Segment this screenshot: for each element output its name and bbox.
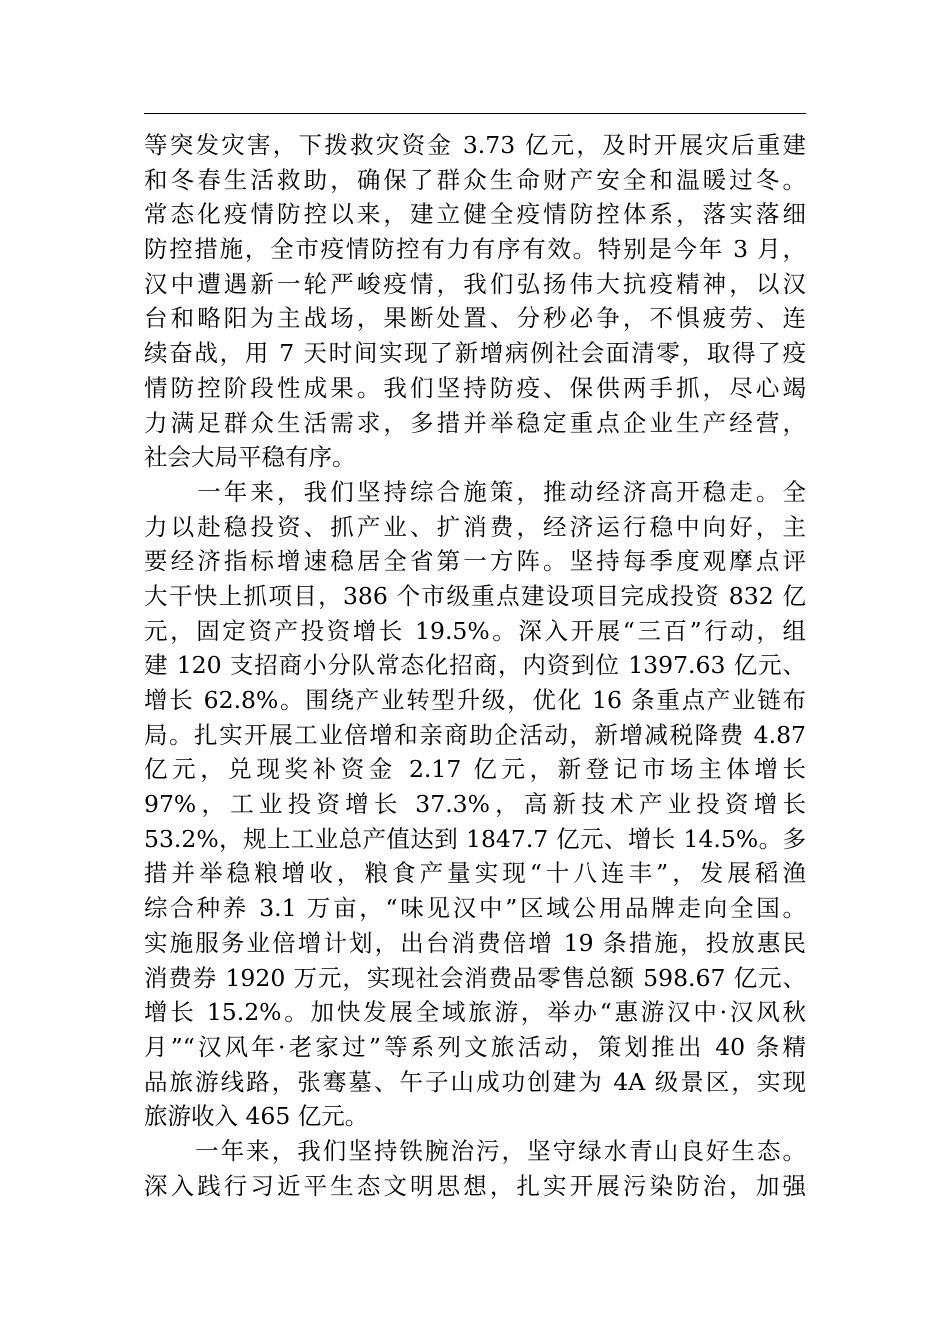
text-line: 防控措施，全市疫情防控有力有序有效。特别是今年 3 月， <box>144 235 806 264</box>
text-line: 消费券 1920 万元，实现社会消费品零售总额 598.67 亿元、 <box>144 963 806 992</box>
text-line: 亿元，兑现奖补资金 2.17 亿元，新登记市场主体增长 <box>144 755 806 784</box>
text-line: 要经济指标增速稳居全省第一方阵。坚持每季度观摩点评 <box>144 547 806 576</box>
text-line: 一年来，我们坚持综合施策，推动经济高开稳走。全 <box>144 477 806 506</box>
text-line: 增长 62.8%。围绕产业转型升级，优化 16 条重点产业链布 <box>144 686 806 714</box>
text-line: 综合种养 3.1 万亩，“味见汉中”区域公用品牌走向全国。 <box>144 894 806 923</box>
text-line: 汉中遭遇新一轮严峻疫情，我们弘扬伟大抗疫精神，以汉 <box>144 269 806 298</box>
text-line: 53.2%，规上工业总产值达到 1847.7 亿元、增长 14.5%。多 <box>144 824 806 853</box>
text-line: 情防控阶段性成果。我们坚持防疫、保供两手抓，尽心竭 <box>144 373 806 402</box>
text-line: 等突发灾害，下拨救灾资金 3.73 亿元，及时开展灾后重建 <box>144 131 806 159</box>
text-line: 措并举稳粮增收，粮食产量实现“十八连丰”，发展稻渔 <box>144 859 806 888</box>
text-line: 一年来，我们坚持铁腕治污，坚守绿水青山良好生态。 <box>144 1136 806 1165</box>
text-line: 元，固定资产投资增长 19.5%。深入开展“三百”行动，组 <box>144 616 806 645</box>
text-line: 社会大局平稳有序。 <box>144 443 356 472</box>
text-line: 台和略阳为主战场，果断处置、分秒必争，不惧疲劳、连 <box>144 304 806 333</box>
text-line: 续奋战，用 7 天时间实现了新增病例社会面清零，取得了疫 <box>144 339 806 368</box>
text-line: 97%，工业投资增长 37.3%，高新技术产业投资增长 <box>144 790 806 819</box>
text-line: 常态化疫情防控以来，建立健全疫情防控体系，落实落细 <box>144 200 806 229</box>
text-line: 力以赴稳投资、抓产业、扩消费，经济运行稳中向好，主 <box>144 512 806 541</box>
text-line: 大干快上抓项目，386 个市级重点建设项目完成投资 832 亿 <box>144 581 806 610</box>
text-line: 月”“汉风年·老家过”等系列文旅活动，策划推出 40 条精 <box>144 1032 806 1061</box>
text-line: 品旅游线路，张骞墓、午子山成功创建为 4A 级景区，实现 <box>144 1067 806 1096</box>
text-line: 实施服务业倍增计划，出台消费倍增 19 条措施，投放惠民 <box>144 928 806 957</box>
text-line: 建 120 支招商小分队常态化招商，内资到位 1397.63 亿元、 <box>144 651 806 680</box>
text-line: 局。扎实开展工业倍增和亲商助企活动，新增减税降费 4.87 <box>144 720 806 749</box>
text-line: 增长 15.2%。加快发展全域旅游，举办“惠游汉中·汉风秋 <box>144 998 806 1027</box>
body-text <box>144 128 806 1203</box>
text-line: 和冬春生活救助，确保了群众生命财产安全和温暖过冬。 <box>144 165 806 194</box>
text-line: 力满足群众生活需求，多措并举稳定重点企业生产经营， <box>144 408 806 437</box>
text-line: 深入践行习近平生态文明思想，扎实开展污染防治，加强 <box>144 1171 806 1200</box>
header-rule <box>144 113 806 114</box>
text-line: 旅游收入 465 亿元。 <box>144 1102 369 1131</box>
